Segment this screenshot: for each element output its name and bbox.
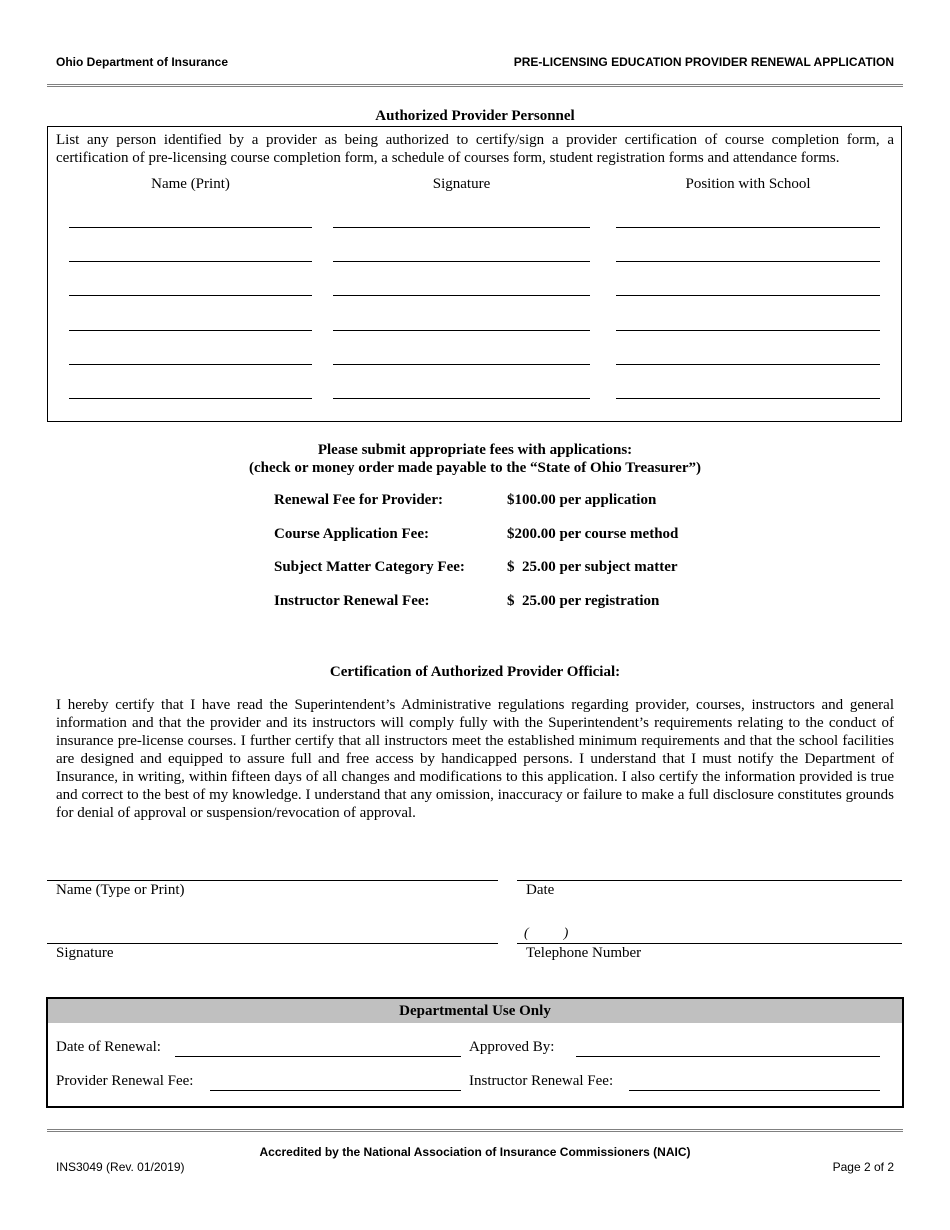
instructor-renewal-fee-label: Instructor Renewal Fee: (469, 1073, 614, 1089)
personnel-name-line[interactable] (69, 295, 312, 296)
fees-heading-line1: Please submit appropriate fees with applications: (317, 442, 633, 458)
fee-label-course: Course Application Fee: (274, 526, 429, 542)
approved-by-label: Approved By: (469, 1039, 555, 1055)
fee-value-provider: $100.00 per application (507, 492, 657, 508)
personnel-position-line[interactable] (616, 261, 880, 262)
date-of-renewal-label: Date of Renewal: (56, 1039, 161, 1055)
fee-label-subject: Subject Matter Category Fee: (274, 559, 465, 575)
fee-label-provider: Renewal Fee for Provider: (274, 492, 443, 508)
personnel-position-line[interactable] (616, 398, 880, 399)
personnel-signature-line[interactable] (333, 295, 590, 296)
column-header-name: Name (Print) (151, 176, 230, 192)
personnel-signature-line[interactable] (333, 398, 590, 399)
signature-line[interactable] (47, 943, 498, 944)
personnel-box (47, 126, 902, 422)
name-line[interactable] (47, 880, 498, 881)
fee-value-course: $200.00 per course method (507, 526, 679, 542)
column-header-position: Position with School (685, 176, 811, 192)
fees-heading-line2: (check or money order made payable to the “State of Ohio Treasurer”) (248, 460, 702, 476)
personnel-signature-line[interactable] (333, 364, 590, 365)
page-number: Page 2 of 2 (832, 1160, 894, 1174)
personnel-position-line[interactable] (616, 295, 880, 296)
signature-label: Signature (56, 945, 114, 961)
header-divider (47, 84, 903, 87)
personnel-name-line[interactable] (69, 227, 312, 228)
form-title: PRE-LICENSING EDUCATION PROVIDER RENEWAL APPLICATION (513, 55, 894, 69)
personnel-signature-line[interactable] (333, 261, 590, 262)
date-line[interactable] (517, 880, 902, 881)
column-header-signature: Signature (432, 176, 491, 192)
personnel-name-line[interactable] (69, 330, 312, 331)
instructor-renewal-fee-line[interactable] (629, 1090, 880, 1091)
approved-by-line[interactable] (576, 1056, 880, 1057)
fee-label-instructor: Instructor Renewal Fee: (274, 593, 430, 609)
provider-renewal-fee-label: Provider Renewal Fee: (56, 1073, 194, 1089)
phone-area-code: ( ) (524, 926, 569, 941)
personnel-position-line[interactable] (616, 364, 880, 365)
personnel-signature-line[interactable] (333, 330, 590, 331)
accreditation-note: Accredited by the National Association of Insurance Commissioners (NAIC) (259, 1145, 691, 1159)
certification-statement: I hereby certify that I have read the Superintendent’s Administrative regulations regarding provider, courses, instructors and general information and that the provider and its instructors will comply fully with the Superintendent’s requirements relating to the conduct of insurance pre-license courses. I further certify that all instructors meet the established minimum requirements and that the school facilities are designed and equipped to assure full and free access by handicapped persons. I understand that I must notify the Department of Insurance, in writing, within fifteen days of all changes and modifications to this application. I also certify the information provided is true and correct to the best of my knowledge. I understand that any omission, inaccuracy or failure to make a full disclosure constitutes grounds for denial of approval or suspension/revocation of approval. (56, 697, 894, 821)
footer-divider (47, 1129, 903, 1132)
agency-name: Ohio Department of Insurance (56, 55, 229, 69)
personnel-section-title: Authorized Provider Personnel (375, 108, 575, 124)
name-label: Name (Type or Print) (56, 882, 185, 898)
fee-value-instructor: $ 25.00 per registration (507, 593, 660, 609)
departmental-title: Departmental Use Only (399, 1003, 551, 1019)
fee-value-subject: $ 25.00 per subject matter (507, 559, 678, 575)
date-of-renewal-line[interactable] (175, 1056, 461, 1057)
personnel-instructions: List any person identified by a provider as being authorized to certify/sign a provider certification of course completion form, a certification of pre-licensing course completion form, a schedule of courses form, student registration forms and attendance forms. (56, 132, 894, 166)
personnel-name-line[interactable] (69, 261, 312, 262)
personnel-name-line[interactable] (69, 398, 312, 399)
personnel-position-line[interactable] (616, 330, 880, 331)
personnel-signature-line[interactable] (333, 227, 590, 228)
provider-renewal-fee-line[interactable] (210, 1090, 461, 1091)
personnel-position-line[interactable] (616, 227, 880, 228)
date-label: Date (526, 882, 555, 898)
form-number: INS3049 (Rev. 01/2019) (56, 1160, 185, 1174)
telephone-label: Telephone Number (526, 945, 642, 961)
telephone-line[interactable] (517, 943, 902, 944)
fees-heading (0, 441, 950, 477)
personnel-name-line[interactable] (69, 364, 312, 365)
certification-title: Certification of Authorized Provider Official: (329, 664, 621, 680)
